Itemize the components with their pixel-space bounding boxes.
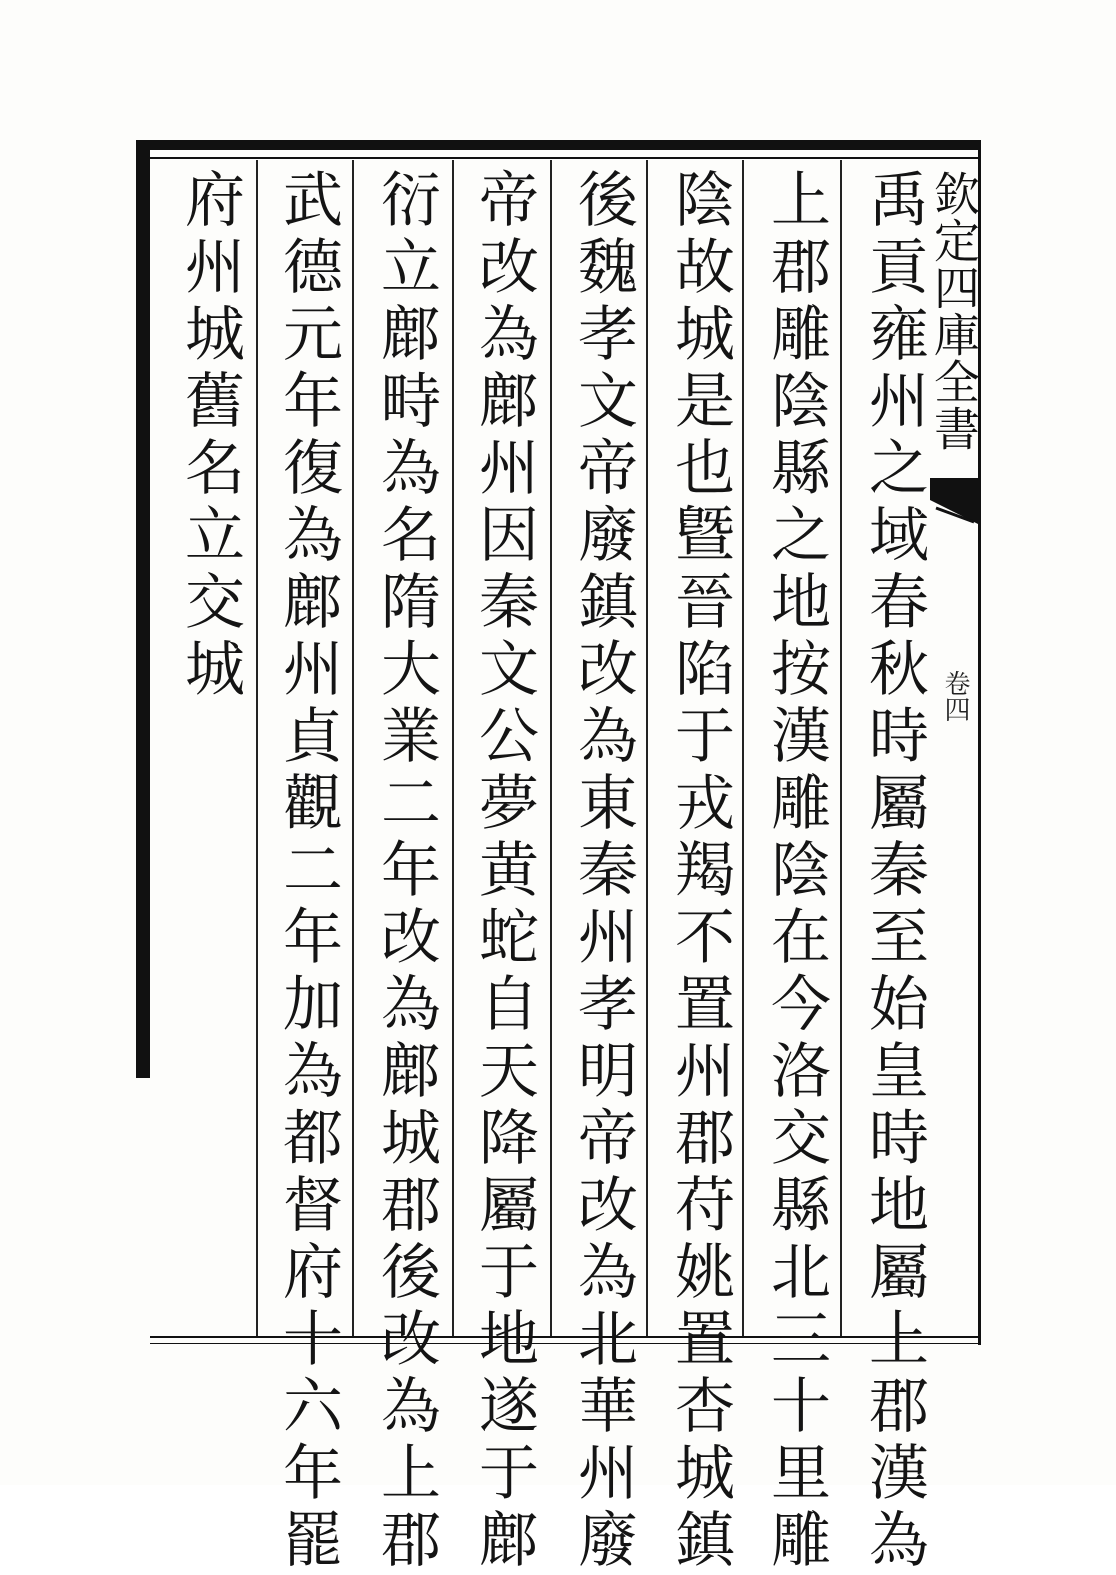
text-column: 帝改為鄜州因秦文公夢黄蛇自天降屬于地遂于鄜: [469, 168, 539, 1575]
text-column: 武德元年復為鄜州貞觀二年加為都督府十六年罷: [273, 168, 343, 1575]
text-column: 禹貢雍州之域春秋時屬秦至始皇時地屬上郡漢為: [859, 168, 929, 1575]
margin-book-title: 欽定四庫全書: [927, 170, 981, 452]
text-column: 衍立鄜畤為名隋大業二年改為鄜城郡後改為上郡: [371, 168, 441, 1575]
text-column: 陰故城是也曁晉陷于戎羯不置州郡苻姚置杏城鎮: [665, 168, 735, 1575]
margin-volume-label: 卷四: [940, 670, 970, 722]
top-inner-rule: [150, 157, 978, 159]
text-column: 上郡雕陰縣之地按漢雕陰在今洛交縣北三十里雕: [761, 168, 831, 1575]
text-column: 府州城舊名立交城: [175, 168, 245, 704]
top-border-rule: [136, 140, 978, 150]
left-border-rule: [136, 140, 150, 1078]
text-column: 後魏孝文帝廢鎮改為東秦州孝明帝改為北華州廢: [568, 168, 638, 1575]
